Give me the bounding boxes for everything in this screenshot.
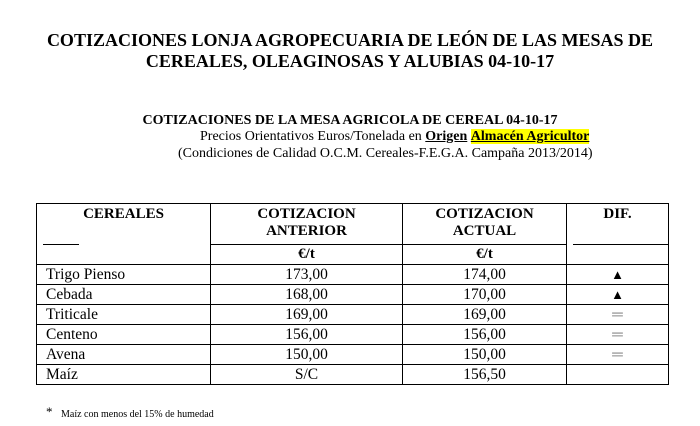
dif-up-icon: ▲ — [567, 265, 669, 285]
price-anterior: 173,00 — [211, 265, 403, 285]
price-actual: 169,00 — [403, 305, 567, 325]
table-row — [37, 325, 669, 345]
unit-anterior: €/t — [211, 245, 403, 265]
table-row — [37, 265, 669, 285]
cereal-name: Triticale — [37, 305, 211, 325]
footnote-text: Maíz con menos del 15% de humedad — [61, 409, 214, 420]
header-actual-line1: COTIZACION — [435, 206, 534, 222]
conditions-note: (Condiciones de Calidad O.C.M. Cereales-F.E.G.A. Campaña 2013/2014) — [178, 146, 593, 161]
price-actual: 174,00 — [403, 265, 567, 285]
table-subtitle: COTIZACIONES DE LA MESA AGRICOLA DE CEREAL 04-10-17 — [142, 113, 558, 128]
table-row — [37, 305, 669, 325]
cereal-name: Cebada — [37, 285, 211, 305]
cereal-name: Trigo Pienso — [37, 265, 211, 285]
table-row — [37, 285, 669, 305]
price-actual: 156,00 — [403, 325, 567, 345]
document-title — [0, 30, 700, 72]
header-anterior — [211, 204, 403, 245]
price-anterior: 156,00 — [211, 325, 403, 345]
price-actual: 156,50 — [403, 365, 567, 385]
unit-blank-dif — [567, 245, 669, 265]
header-anterior-line2: ANTERIOR — [266, 223, 347, 239]
price-actual: 170,00 — [403, 285, 567, 305]
footnote-marker: * — [46, 404, 53, 419]
table-header-row — [37, 204, 669, 245]
title-line-1: COTIZACIONES LONJA AGROPECUARIA DE LEÓN DE LAS MESAS DE — [46, 30, 654, 50]
dif-equal-icon: ═ — [567, 305, 669, 325]
title-line-2: CEREALES, OLEAGINOSAS Y ALUBIAS 04-10-17 — [145, 51, 555, 71]
quotes-table — [36, 203, 669, 385]
price-anterior: 168,00 — [211, 285, 403, 305]
unit-actual: €/t — [403, 245, 567, 265]
cereal-name: Centeno — [37, 325, 211, 345]
dif-up-icon: ▲ — [567, 285, 669, 305]
header-anterior-line1: COTIZACION — [257, 206, 356, 222]
dif-equal-icon: ═ — [567, 325, 669, 345]
price-anterior: S/C — [211, 365, 403, 385]
price-anterior: 150,00 — [211, 345, 403, 365]
cereal-name: Maíz — [37, 365, 211, 385]
header-dif: DIF. — [567, 204, 669, 245]
header-cereales: CEREALES — [37, 204, 211, 245]
header-actual — [403, 204, 567, 245]
prices-note — [200, 128, 589, 145]
dif-equal-icon: ═ — [567, 345, 669, 365]
table-row — [37, 365, 669, 385]
header-actual-line2: ACTUAL — [452, 223, 517, 239]
cereal-name: Avena — [37, 345, 211, 365]
price-anterior: 169,00 — [211, 305, 403, 325]
table-row — [37, 345, 669, 365]
origen-label: Origen — [425, 129, 468, 144]
unit-blank-cereales — [37, 245, 211, 265]
unit-row — [37, 245, 669, 265]
footnote — [46, 405, 214, 421]
almacen-label: Almacén Agricultor — [470, 129, 590, 144]
prices-prefix: Precios Orientativos Euros/Tonelada en — [200, 129, 422, 144]
dif-value — [567, 365, 669, 385]
price-actual: 150,00 — [403, 345, 567, 365]
